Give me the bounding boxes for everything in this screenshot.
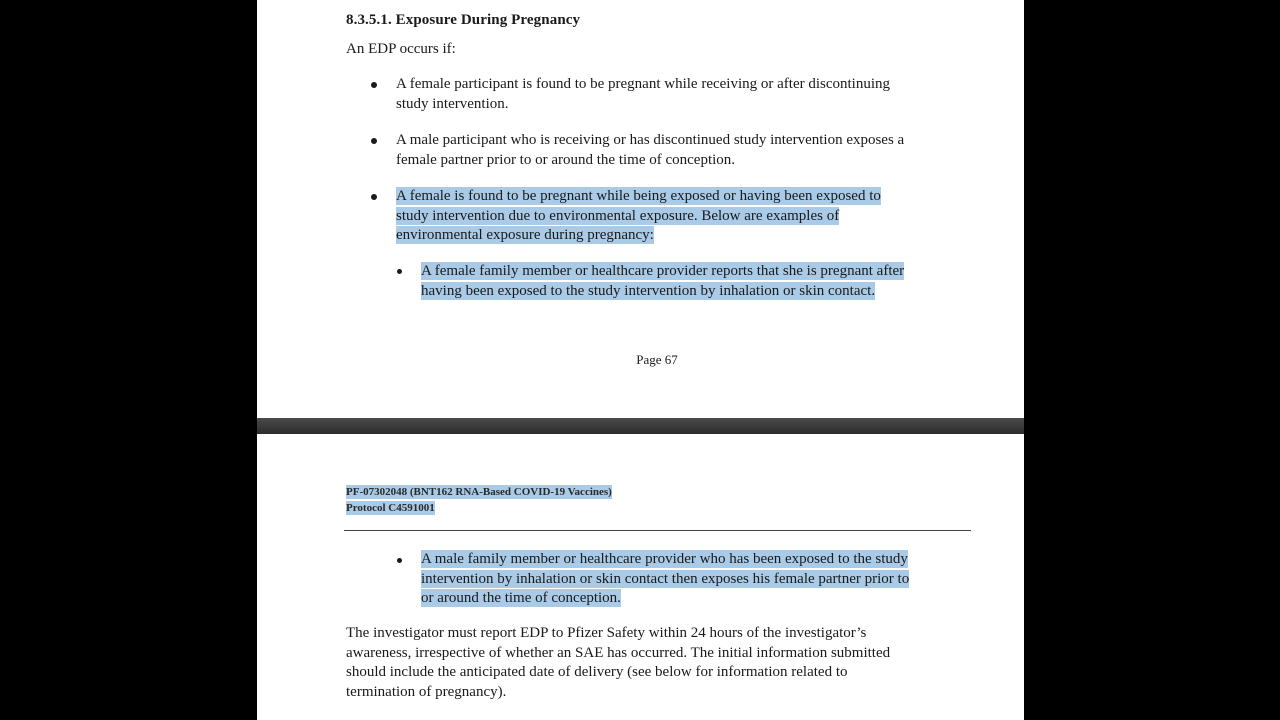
sub-bullet-item-highlighted[interactable] [421,262,904,301]
header-line-product[interactable]: PF-07302048 (BNT162 RNA-Based COVID-19 Vaccines) [346,486,612,498]
highlighted-line[interactable]: environmental exposure during pregnancy: [396,227,654,243]
pdf-page-67 [257,0,1024,418]
bullet-line: A female participant is found to be pregnant while receiving or after discontinuing [396,76,891,92]
highlighted-line[interactable]: study intervention due to environmental exposure. Below are examples of [396,207,840,224]
document-header [346,484,612,516]
paragraph-line: should include the anticipated date of delivery (see below for information related to [346,664,848,680]
bullet-item-3-highlighted[interactable] [396,187,881,246]
highlighted-line[interactable]: intervention by inhalation or skin contact then exposes his female partner prior to [421,570,910,587]
sub-bullet-dot [397,269,402,274]
paragraph-line: awareness, irrespective of whether an SAE has occurred. The initial information submitted [346,644,891,661]
bullet-line: A male participant who is receiving or has discontinued study intervention exposes a [396,132,905,148]
page-number: Page 67 [636,352,678,367]
pdf-page-68 [257,434,1024,720]
bullet-dot [371,138,377,144]
bullet-dot [371,194,377,200]
pdf-viewer [257,0,1024,720]
edp-reporting-paragraph [346,624,890,702]
bullet-line: female partner prior to or around the time of conception. [396,151,736,168]
paragraph-line: The investigator must report EDP to Pfizer Safety within 24 hours of the investigator’s [346,625,867,641]
bullet-dot [371,82,377,88]
highlighted-line[interactable]: or around the time of conception. [421,590,621,606]
page-separator [257,418,1024,434]
sub-bullet-dot [397,558,402,563]
section-heading: 8.3.5.1. Exposure During Pregnancy [346,12,581,28]
highlighted-line[interactable]: having been exposed to the study intervention by inhalation or skin contact. [421,282,876,299]
bullet-line: study intervention. [396,95,509,112]
highlighted-line[interactable]: A female family member or healthcare provider reports that she is pregnant after [421,263,905,279]
highlighted-line[interactable]: A female is found to be pregnant while being exposed or having been exposed to [396,188,881,204]
paragraph-line: termination of pregnancy). [346,683,507,700]
header-rule [344,530,971,531]
bullet-item-2 [396,131,904,170]
bullet-item-1 [396,75,890,114]
sub-bullet-item-highlighted[interactable] [421,550,909,609]
header-line-protocol[interactable]: Protocol C4591001 [346,502,435,514]
highlighted-line[interactable]: A male family member or healthcare provider who has been exposed to the study [421,551,908,567]
intro-text: An EDP occurs if: [346,41,456,57]
